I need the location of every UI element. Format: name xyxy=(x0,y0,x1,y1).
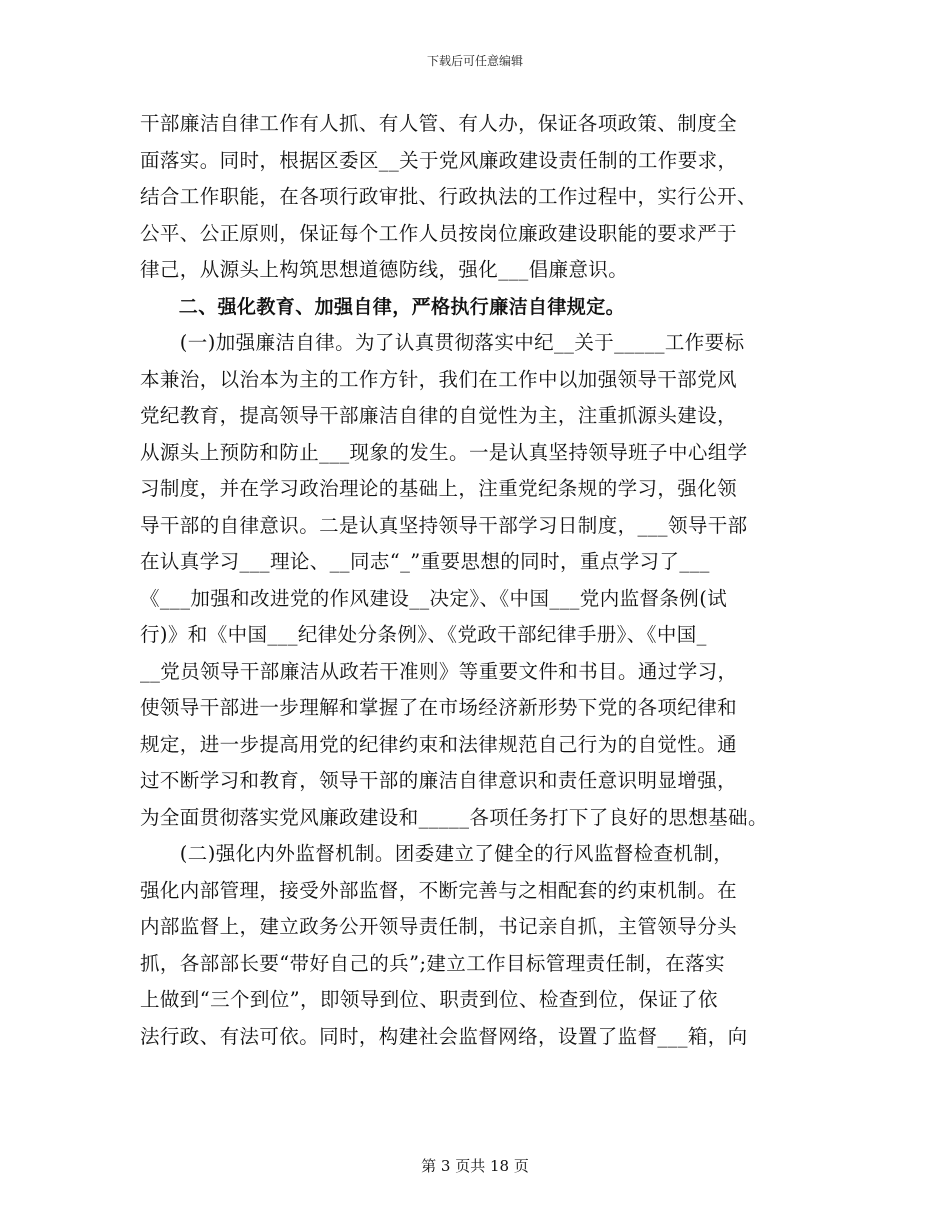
text-line: 《___加强和改进党的作风建设__决定》、《中国___党内监督条例(试 xyxy=(140,586,728,610)
text-line: 上做到“三个到位”，即领导到位、职责到位、检查到位，保证了依 xyxy=(140,988,718,1011)
text-line: 从源头上预防和防止___现象的发生。一是认真坚持领导班子中心组学 xyxy=(140,440,748,464)
text-line: 强化内部管理，接受外部监督，不断完善与之相配套的约束机制。在 xyxy=(140,878,738,902)
text-line: 使领导干部进一步理解和掌握了在市场经济新形势下党的各项纪律和 xyxy=(140,696,738,719)
section-heading: 二、强化教育、加强自律，严格执行廉洁自律规定。 xyxy=(140,295,626,318)
text-line: 规定，进一步提高用党的纪律约束和法律规范自己行为的自觉性。通 xyxy=(140,732,738,756)
text-line: 公平、公正原则，保证每个工作人员按岗位廉政建设职能的要求严于 xyxy=(140,221,738,245)
text-line: 面落实。同时，根据区委区__关于党风廉政建设责任制的工作要求， xyxy=(140,148,738,172)
text-line: 习制度，并在学习政治理论的基础上，注重党纪条规的学习，强化领 xyxy=(140,477,738,500)
text-line: 过不断学习和教育，领导干部的廉洁自律意识和责任意识明显增强， xyxy=(140,769,738,792)
text-line: 结合工作职能，在各项行政审批、行政执法的工作过程中，实行公开、 xyxy=(140,185,757,208)
page-footer: 第 3 页共 18 页 xyxy=(421,1157,529,1175)
page-header: 下载后可任意编辑 xyxy=(426,54,523,68)
text-line: 内部监督上，建立政务公开领导责任制，书记亲自抓，主管领导分头 xyxy=(140,915,738,938)
text-line: (一)加强廉洁自律。为了认真贯彻落实中纪__关于_____工作要标 xyxy=(140,331,745,354)
document-body xyxy=(140,106,830,1055)
text-line: 行)》和《中国___纪律处分条例》、《党政干部纪律手册》、《中国_ xyxy=(140,623,707,646)
text-line: 导干部的自律意识。二是认真坚持领导干部学习日制度，___领导干部 xyxy=(140,513,748,537)
text-line: 抓，各部部长要“带好自己的兵”;建立工作目标管理责任制，在落实 xyxy=(140,951,725,975)
text-line: __党员领导干部廉洁从政若干准则》等重要文件和书目。通过学习， xyxy=(140,659,738,683)
text-line: (二)强化内外监督机制。团委建立了健全的行风监督检查机制， xyxy=(140,842,734,865)
text-line: 在认真学习___理论、__同志“_”重要思想的同时，重点学习了___ xyxy=(140,550,710,573)
text-line: 法行政、有法可依。同时，构建社会监督网络，设置了监督___箱，向 xyxy=(140,1024,748,1048)
text-line: 律己，从源头上构筑思想道德防线，强化___倡廉意识。 xyxy=(140,258,629,281)
text-line: 本兼治，以治本为主的工作方针，我们在工作中以加强领导干部党风 xyxy=(140,367,738,391)
text-line: 干部廉洁自律工作有人抓、有人管、有人办，保证各项政策、制度全 xyxy=(140,112,738,135)
text-line: 为全面贯彻落实党风廉政建设和_____各项任务打下了良好的思想基础。 xyxy=(140,805,768,829)
text-line: 党纪教育，提高领导干部廉洁自律的自觉性为主，注重抓源头建设， xyxy=(140,404,738,427)
